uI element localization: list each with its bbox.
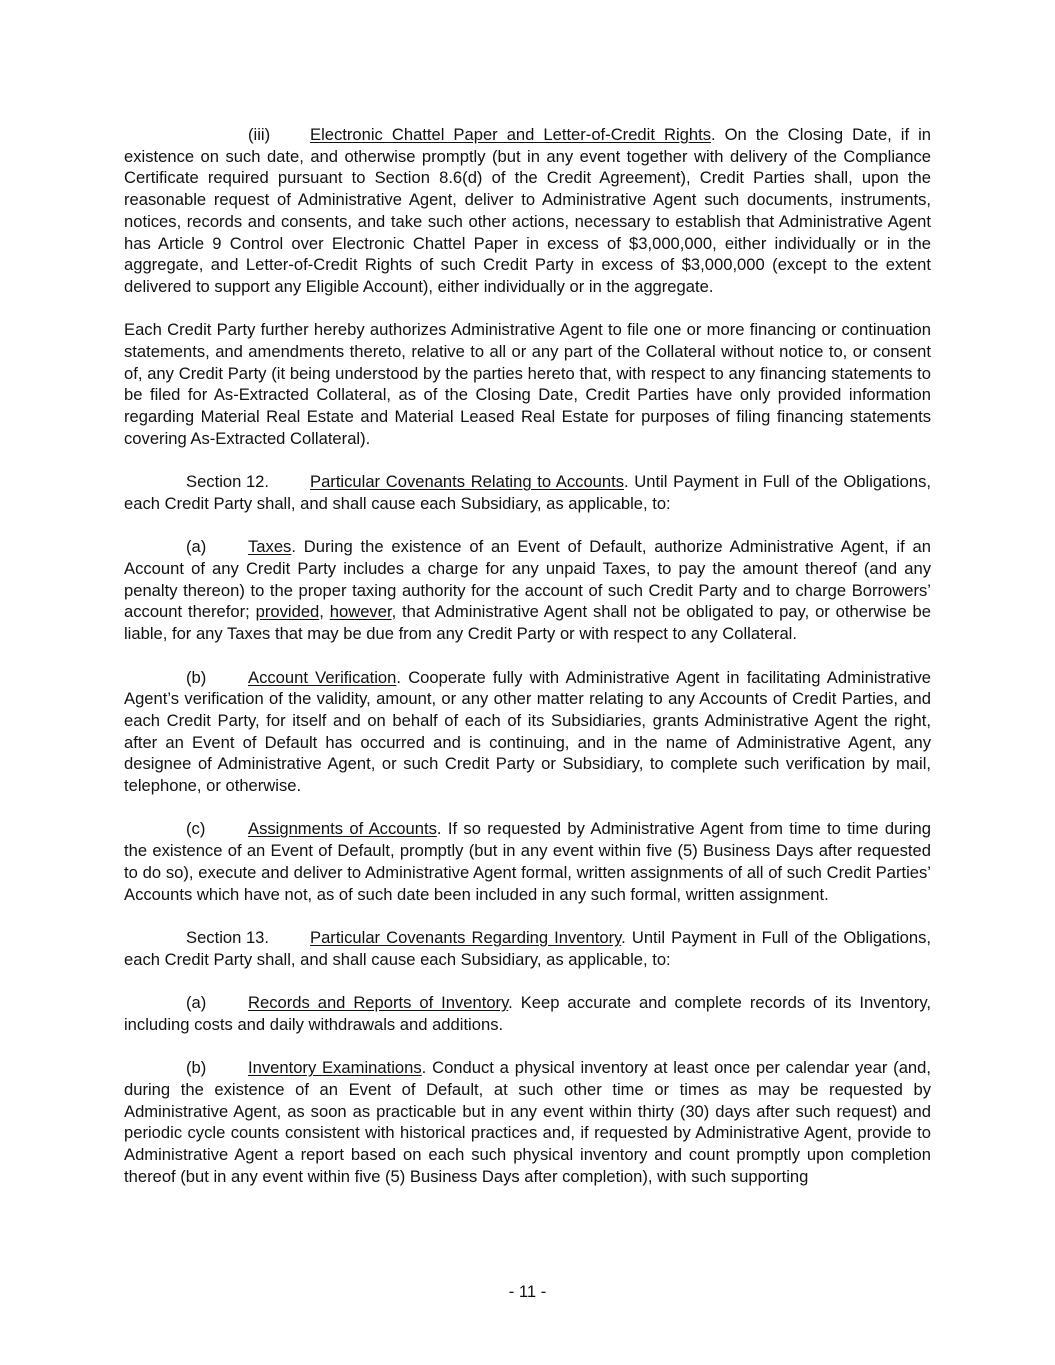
- clause-text: . Conduct a physical inventory at least once per calendar year (and, during the existence of an Event of Default, at such other time or times as may be requested by Administrative Agent, as soon as practicable but in any event within thirty (30) days after such request) and periodic cycle counts consistent with historical practices and, if requested by Administrative Agent, provide to Administrative Agent a report based on each such physical inventory and count promptly upon completion thereof (but in any event within five (5) Business Days after completion), with such supporting: [124, 1058, 931, 1186]
- clause-text: . On the Closing Date, if in existence on such date, and otherwise promptly (but in any event together with delivery of the Compliance Certificate required pursuant to Section 8.6(d) of the Credit Agreement), Credit Parties shall, upon the reasonable request of Administrative Agent, deliver to Administrative Agent such documents, instruments, notices, records and consents, and take such other actions, necessary to establish that Administrative Agent has Article 9 Control over Electronic Chattel Paper in excess of $3,000,000, either individually or in the aggregate, and Letter-of-Credit Rights of such Credit Party in excess of $3,000,000 (except to the extent delivered to support any Eligible Account), either individually or in the aggregate.: [124, 125, 931, 296]
- section-heading: Particular Covenants Relating to Accounts: [310, 472, 625, 492]
- clause-text: . If so requested by Administrative Agent from time to time during the existence of an Event of Default, promptly (but in any event within five (5) Business Days after requested to do so), execute and deliver to Administrative Agent formal, written assignments of all of such Credit Parties’ Accounts which have not, as of such date been included in any such formal, written assignment.: [124, 819, 931, 904]
- clause-text: . During the existence of an Event of Default, authorize Administrative Agent, if an Account of any Credit Party includes a charge for any unpaid Taxes, to pay the amount thereof (and any penalty thereon) to the proper taxing authority for the account of such Credit Party and to charge Borrowers’ account therefor;: [124, 537, 931, 622]
- clause-text: . Keep accurate and complete records of its Inventory, including costs and daily withdrawals and additions.: [124, 993, 931, 1034]
- paragraph-text: Each Credit Party further hereby authorizes Administrative Agent to file one or more financing or continuation statements, and amendments thereto, relative to all or any part of the Collateral without notice to, or consent of, any Credit Party (it being understood by the parties hereto that, with respect to any financing statements to be filed for As-Extracted Collateral, as of the Closing Date, Credit Parties have only provided information regarding Material Real Estate and Material Leased Real Estate for purposes of filing financing statements covering As-Extracted Collateral).: [124, 320, 931, 448]
- clause-number: (a): [186, 537, 207, 557]
- clause-heading: Inventory Examinations: [248, 1058, 422, 1078]
- paragraph-authorization: [124, 319, 931, 449]
- clause-heading: Electronic Chattel Paper and Letter-of-Credit Rights: [310, 125, 711, 144]
- clause-text: . Cooperate fully with Administrative Agent in facilitating Administrative Agent’s verification of the validity, amount, or any other matter relating to any Accounts of Credit Parties, and each Credit Party, for itself and on behalf of each of its Subsidiaries, grants Administrative Agent the right, after an Event of Default has occurred and is continuing, and in the name of Administrative Agent, any designee of Administrative Agent, or such Credit Party or Subsidiary, to complete such verification by mail, telephone, or otherwise.: [124, 667, 931, 796]
- clause-heading: Account Verification: [248, 667, 397, 687]
- section-12-c: [124, 818, 931, 905]
- section-13-b: [124, 1057, 931, 1187]
- section-number: Section 13.: [186, 927, 270, 947]
- clause-number: (b): [186, 1058, 207, 1078]
- section-12-b: [124, 667, 931, 797]
- section-number: Section 12.: [186, 472, 270, 492]
- clause-heading: Records and Reports of Inventory: [248, 993, 509, 1013]
- page-number: - 11 -: [508, 1282, 547, 1301]
- clause-number: (a): [186, 993, 207, 1013]
- section-text: . Until Payment in Full of the Obligations, each Credit Party shall, and shall cause each Subsidiary, as applicable, to:: [124, 927, 932, 969]
- provided-term: provided: [255, 602, 320, 622]
- clause-heading: Taxes: [248, 537, 292, 557]
- section-12: [124, 471, 931, 514]
- paragraph-iii: [124, 124, 931, 298]
- section-text: . Until Payment in Full of the Obligations, each Credit Party shall, and shall cause each Subsidiary, as applicable, to:: [124, 472, 932, 513]
- section-13: [124, 927, 931, 970]
- clause-number: (c): [186, 819, 206, 839]
- however-term: however: [329, 602, 392, 622]
- section-13-a: [124, 992, 931, 1035]
- clause-number: (b): [186, 667, 207, 687]
- clause-text-continued: , that Administrative Agent shall not be obligated to pay, or otherwise be liable, for any Taxes that may be due from any Credit Party or with respect to any Collateral.: [124, 602, 931, 644]
- separator: ,: [319, 602, 330, 622]
- section-12-a: [124, 536, 931, 645]
- clause-heading: Assignments of Accounts: [248, 819, 437, 839]
- section-heading: Particular Covenants Regarding Inventory: [310, 927, 622, 947]
- clause-number: (iii): [248, 125, 271, 144]
- document-page: [124, 124, 931, 1209]
